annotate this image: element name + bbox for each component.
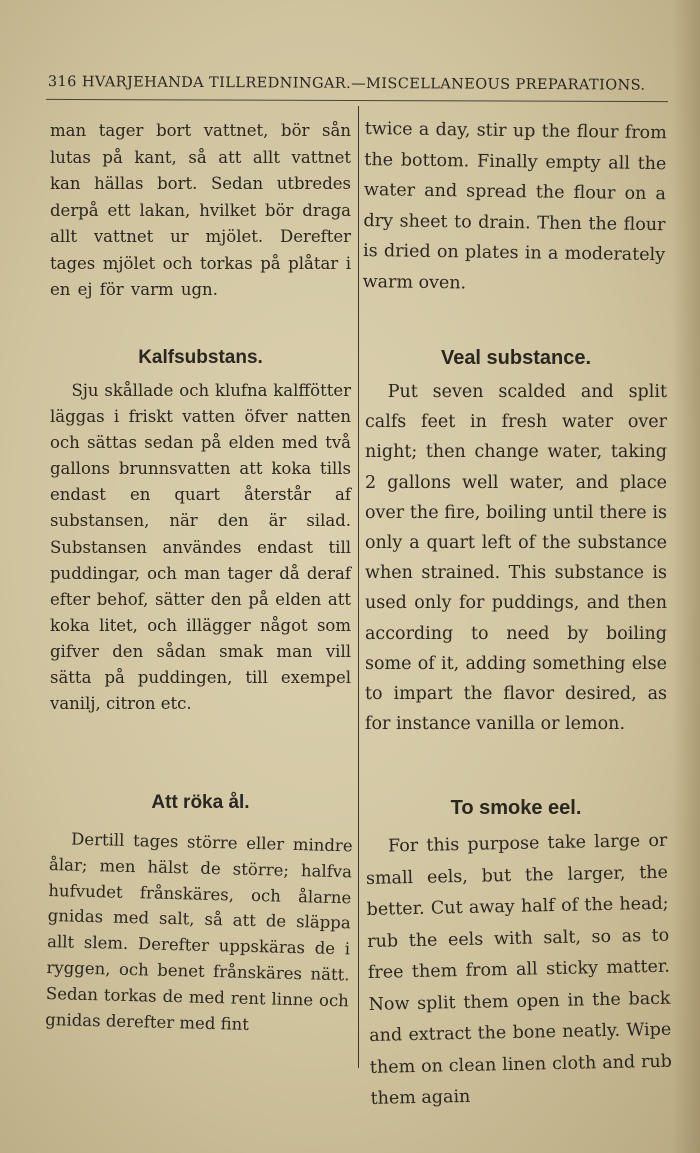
english-veal-body bbox=[365, 377, 667, 739]
swedish-section-veal bbox=[50, 345, 351, 371]
running-title: HVARJEHANDA TILLREDNINGAR.—MISCELLANEOUS PREPARATIONS. bbox=[81, 74, 646, 94]
page-edge-shadow bbox=[672, 0, 700, 1153]
english-veal-paragraph: Put seven scalded and split calfs feet in fresh water over night; then change water, taking 2 gallons well water, and place over the fire, boiling until there is only a quart left of the substance when strained. This substance is used only for puddings, and then according to need by boiling some of it, adding something else to impart the flavor desired, as for instance vanilla or lemon. bbox=[365, 382, 667, 735]
swedish-eel-paragraph: Dertill tages större eller mindre ålar; men hälst de större; halfva hufvudet frånskäres, och ålarne gnidas med salt, så att de släppa allt slem. Derefter uppskäras de i ryggen, och benet frånskäres nätt. Sedan torkas de med rent linne och gnidas derefter med fint bbox=[45, 829, 353, 1034]
running-header bbox=[48, 74, 672, 94]
page-number: 316 bbox=[47, 74, 77, 91]
swedish-eel-body bbox=[45, 826, 353, 1040]
english-eel-body bbox=[365, 826, 673, 1116]
english-heading-veal: Veal substance. bbox=[440, 347, 592, 369]
header-rule bbox=[46, 99, 668, 102]
swedish-veal-paragraph: Sju skållade och klufna kalffötter läggas i friskt vatten öfver natten och sättas sedan på elden med två gallons brunnsvatten att koka tills endast en quart återstår af substansen, när den är silad. Substansen användes endast till puddingar, och man tager då deraf efter behof, sätter den på elden att koka litet, och illägger något som gifver den sådan smak man vill sätta på puddingen, till exempel vanilj, citron etc. bbox=[50, 381, 351, 714]
swedish-veal-body bbox=[50, 378, 351, 717]
english-continuation-paragraph: twice a day, stir up the flour from the bottom. Finally empty all the water and spread the flour on a dry sheet to drain. Then the flour is dried on plates in a moderately warm oven. bbox=[362, 118, 667, 293]
swedish-heading-veal: Kalfsubstans. bbox=[138, 347, 263, 368]
swedish-section-eel bbox=[50, 790, 351, 816]
swedish-column bbox=[50, 118, 351, 304]
english-section-veal bbox=[365, 345, 667, 371]
english-eel-paragraph: For this purpose take large or small eels, but the larger, the better. Cut away half of the head; rub the eels with salt, so as to free them from all sticky matter. Now split them open in the back and extract the bone neatly. Wipe them on clean linen cloth and rub them again bbox=[365, 830, 673, 1109]
swedish-heading-eel: Att röka ål. bbox=[151, 792, 250, 813]
english-column bbox=[362, 114, 667, 301]
english-section-eel bbox=[365, 795, 667, 821]
english-heading-eel: To smoke eel. bbox=[450, 797, 582, 819]
swedish-continuation-paragraph: man tager bort vattnet, bör sån lutas på kant, så att allt vattnet kan hällas bort. Sedan utbredes derpå ett lakan, hvilket bör draga allt vattnet ur mjölet. Derefter tages mjölet och torkas på plåtar i en ej för varm ugn. bbox=[50, 121, 351, 299]
column-divider bbox=[358, 106, 359, 1068]
